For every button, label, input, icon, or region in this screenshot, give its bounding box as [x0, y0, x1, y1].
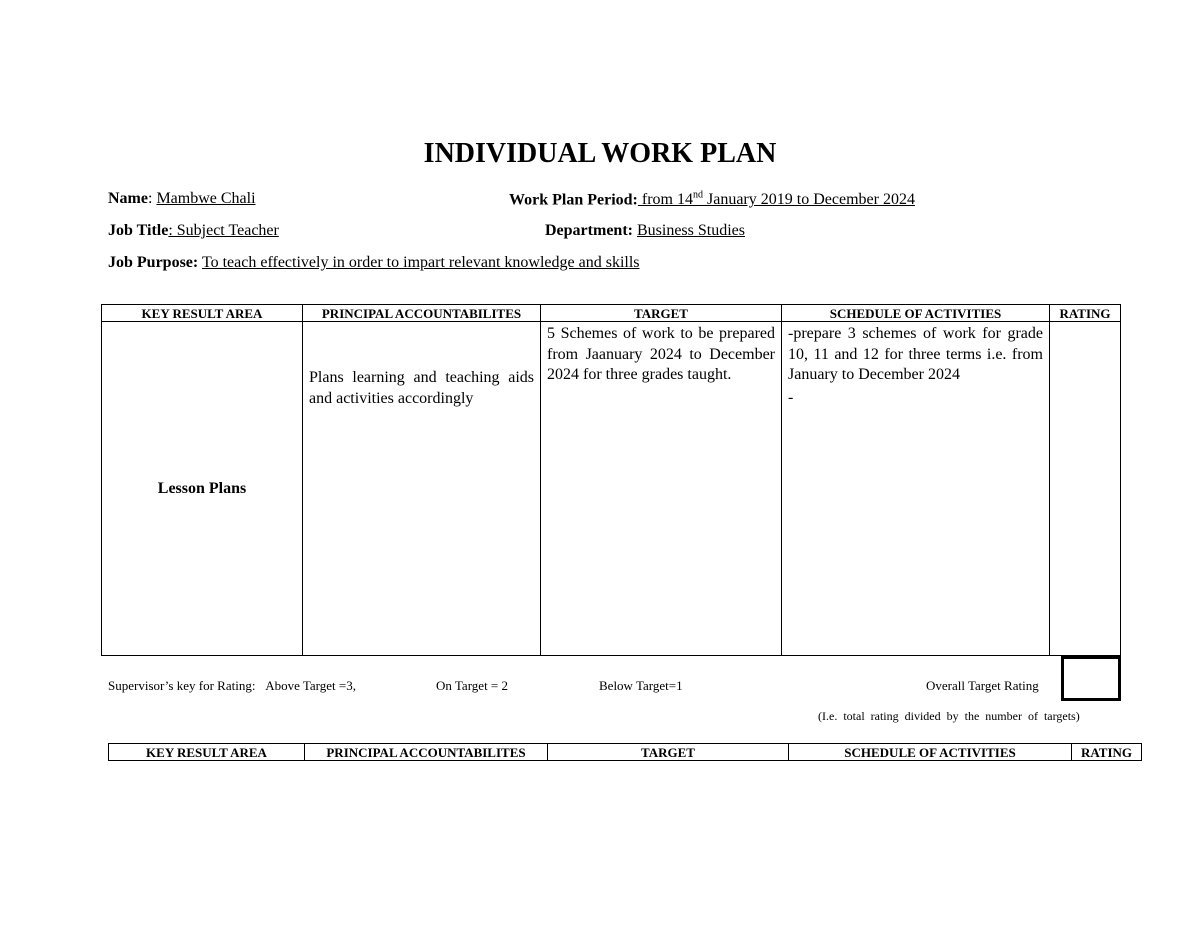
name-label: Name — [108, 190, 148, 207]
job-title-label: Job Title — [108, 222, 169, 239]
column-header: TARGET — [541, 305, 782, 322]
period-line — [509, 190, 915, 209]
rating-key-below: Below Target=1 — [599, 678, 683, 693]
table-row — [102, 322, 1121, 656]
schedule-text: -prepare 3 schemes of work for grade 10, 11 and 12 for three terms i.e. from January to December 2024 — [788, 325, 1043, 383]
target-text: 5 Schemes of work to be prepared from Jaanuary 2024 to December 2024 for three grades taught. — [547, 325, 775, 383]
column-header: TARGET — [548, 744, 789, 761]
job-purpose-value: To teach effectively in order to impart relevant knowledge and skills — [201, 254, 640, 271]
schedule-cell — [782, 322, 1050, 656]
column-header: PRINCIPAL ACCOUNTABILITES — [303, 305, 541, 322]
rating-key-label-text: Supervisor’s key for Rating: — [108, 678, 256, 693]
job-title-value: : Subject Teacher — [168, 222, 279, 239]
name-line — [108, 190, 256, 208]
department-label: Department: — [545, 222, 633, 239]
name-value: Mambwe Chali — [156, 190, 256, 207]
department-line — [545, 222, 745, 240]
column-header: RATING — [1050, 305, 1121, 322]
column-header: RATING — [1072, 744, 1142, 761]
table-header-row — [109, 744, 1142, 761]
period-label: Work Plan Period: — [509, 191, 638, 209]
principal-accountabilities-text: Plans learning and teaching aids and activities accordingly — [309, 369, 534, 407]
rating-key-on: On Target = 2 — [436, 678, 509, 693]
period-value — [638, 191, 915, 208]
job-purpose-line — [108, 254, 640, 272]
target-cell — [541, 322, 782, 656]
job-purpose-label: Job Purpose: — [108, 254, 199, 271]
overall-rating-box — [1061, 656, 1121, 701]
column-header: SCHEDULE OF ACTIVITIES — [789, 744, 1072, 761]
period-value-start: from 14 — [637, 191, 693, 209]
name-separator: : — [147, 190, 153, 207]
rating-note: (I.e. total rating divided by the number of targets) — [818, 709, 1080, 723]
principal-accountabilities-cell — [303, 322, 541, 656]
rating-cell — [1050, 322, 1121, 656]
key-result-area-cell: Lesson Plans — [102, 322, 303, 656]
work-plan-table-continued — [108, 743, 1142, 761]
page-title: INDIVIDUAL WORK PLAN — [423, 138, 777, 169]
column-header: SCHEDULE OF ACTIVITIES — [782, 305, 1050, 322]
rating-key-label — [108, 678, 356, 694]
column-header: PRINCIPAL ACCOUNTABILITES — [305, 744, 548, 761]
overall-rating-label: Overall Target Rating — [926, 678, 1039, 693]
schedule-extra-text: - — [788, 388, 794, 406]
department-value: Business Studies — [636, 222, 745, 239]
job-title-line — [108, 222, 279, 240]
work-plan-table — [101, 304, 1121, 656]
column-header: KEY RESULT AREA — [102, 305, 303, 322]
table-header-row — [102, 305, 1121, 322]
period-value-end: January 2019 to December 2024 — [703, 191, 915, 209]
rating-key-above: Above Target =3, — [265, 678, 356, 693]
period-value-sup: nd — [693, 190, 703, 201]
column-header: KEY RESULT AREA — [109, 744, 305, 761]
